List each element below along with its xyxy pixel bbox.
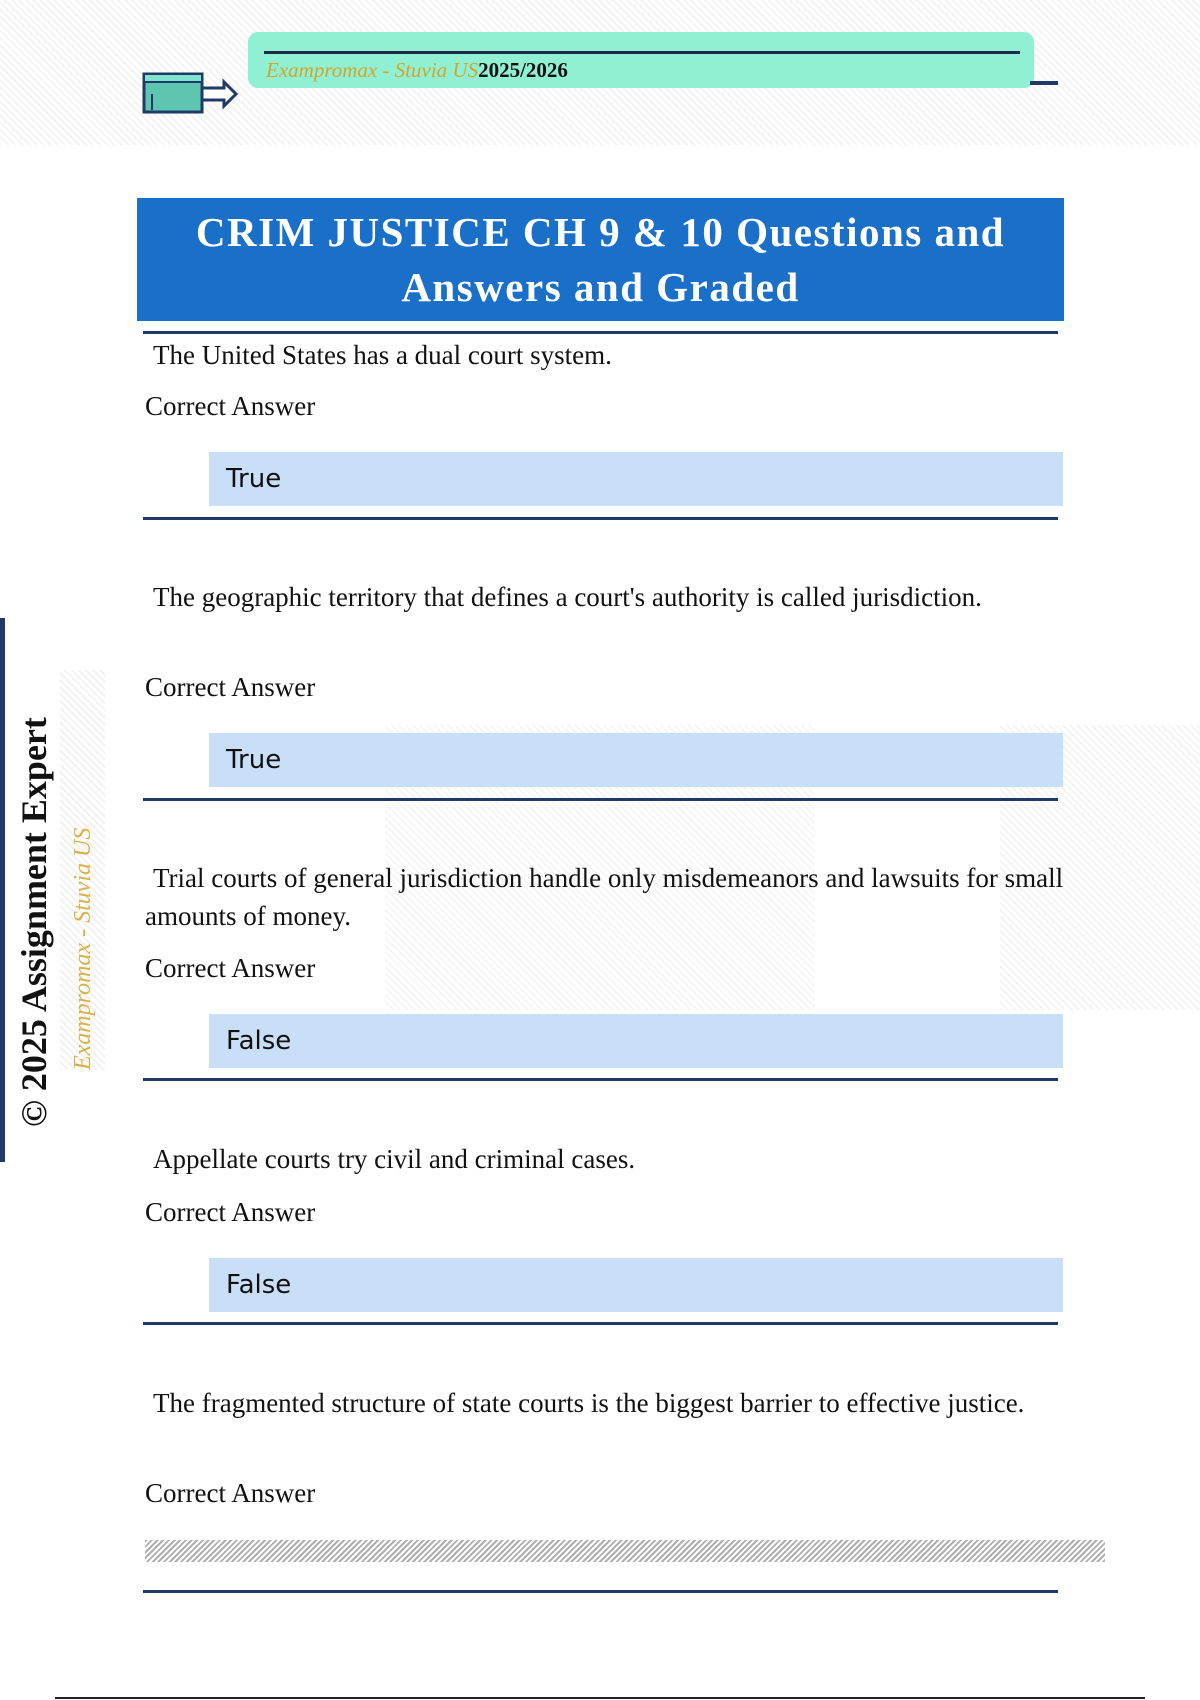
footer-rule — [55, 1697, 1145, 1699]
header-rule — [264, 51, 1020, 54]
divider — [143, 331, 1058, 334]
answer-redacted — [145, 1540, 1105, 1562]
answer-box — [209, 1014, 1063, 1068]
answer-label: Correct Answer — [145, 672, 316, 702]
question-text: The geographic territory that defines a court's authority is called jurisdiction. — [153, 582, 982, 612]
header-rule — [1030, 81, 1058, 85]
divider — [143, 1078, 1058, 1081]
answer-value: False — [226, 1270, 292, 1300]
divider — [143, 798, 1058, 801]
header-label — [266, 58, 568, 83]
answer-label: Correct Answer — [145, 953, 316, 983]
answer-box — [209, 733, 1063, 787]
answer-value: True — [226, 745, 282, 775]
question-text: The fragmented structure of state courts is the biggest barrier to effective justice. — [153, 1388, 1025, 1418]
answer-label: Correct Answer — [145, 1478, 316, 1508]
question-text: Trial courts of general jurisdiction handle only misdemeanors and lawsuits for small amounts of money. — [145, 863, 1064, 931]
page-title: CRIM JUSTICE CH 9 & 10 Questions and Answers and Graded — [195, 208, 1006, 310]
divider — [143, 1322, 1058, 1325]
header-brand: Exampromax - Stuvia US — [266, 58, 479, 82]
answer-value: False — [226, 1026, 292, 1056]
divider — [143, 517, 1058, 520]
question-text: The United States has a dual court system. — [153, 340, 612, 370]
folder-arrow-icon — [142, 70, 238, 116]
side-bar — [0, 618, 5, 1162]
copyright-watermark: © 2025 Assignment Expert — [14, 717, 54, 1127]
header-year: 2025/2026 — [478, 58, 568, 82]
answer-label: Correct Answer — [145, 1197, 316, 1227]
answer-label: Correct Answer — [145, 391, 316, 421]
brand-watermark: Exampromax - Stuvia US — [70, 827, 96, 1070]
answer-value: True — [226, 464, 282, 494]
answer-box — [209, 1258, 1063, 1312]
divider — [143, 1590, 1058, 1593]
answer-box — [209, 452, 1063, 506]
question-text: Appellate courts try civil and criminal cases. — [153, 1144, 636, 1174]
title-banner — [137, 198, 1064, 321]
